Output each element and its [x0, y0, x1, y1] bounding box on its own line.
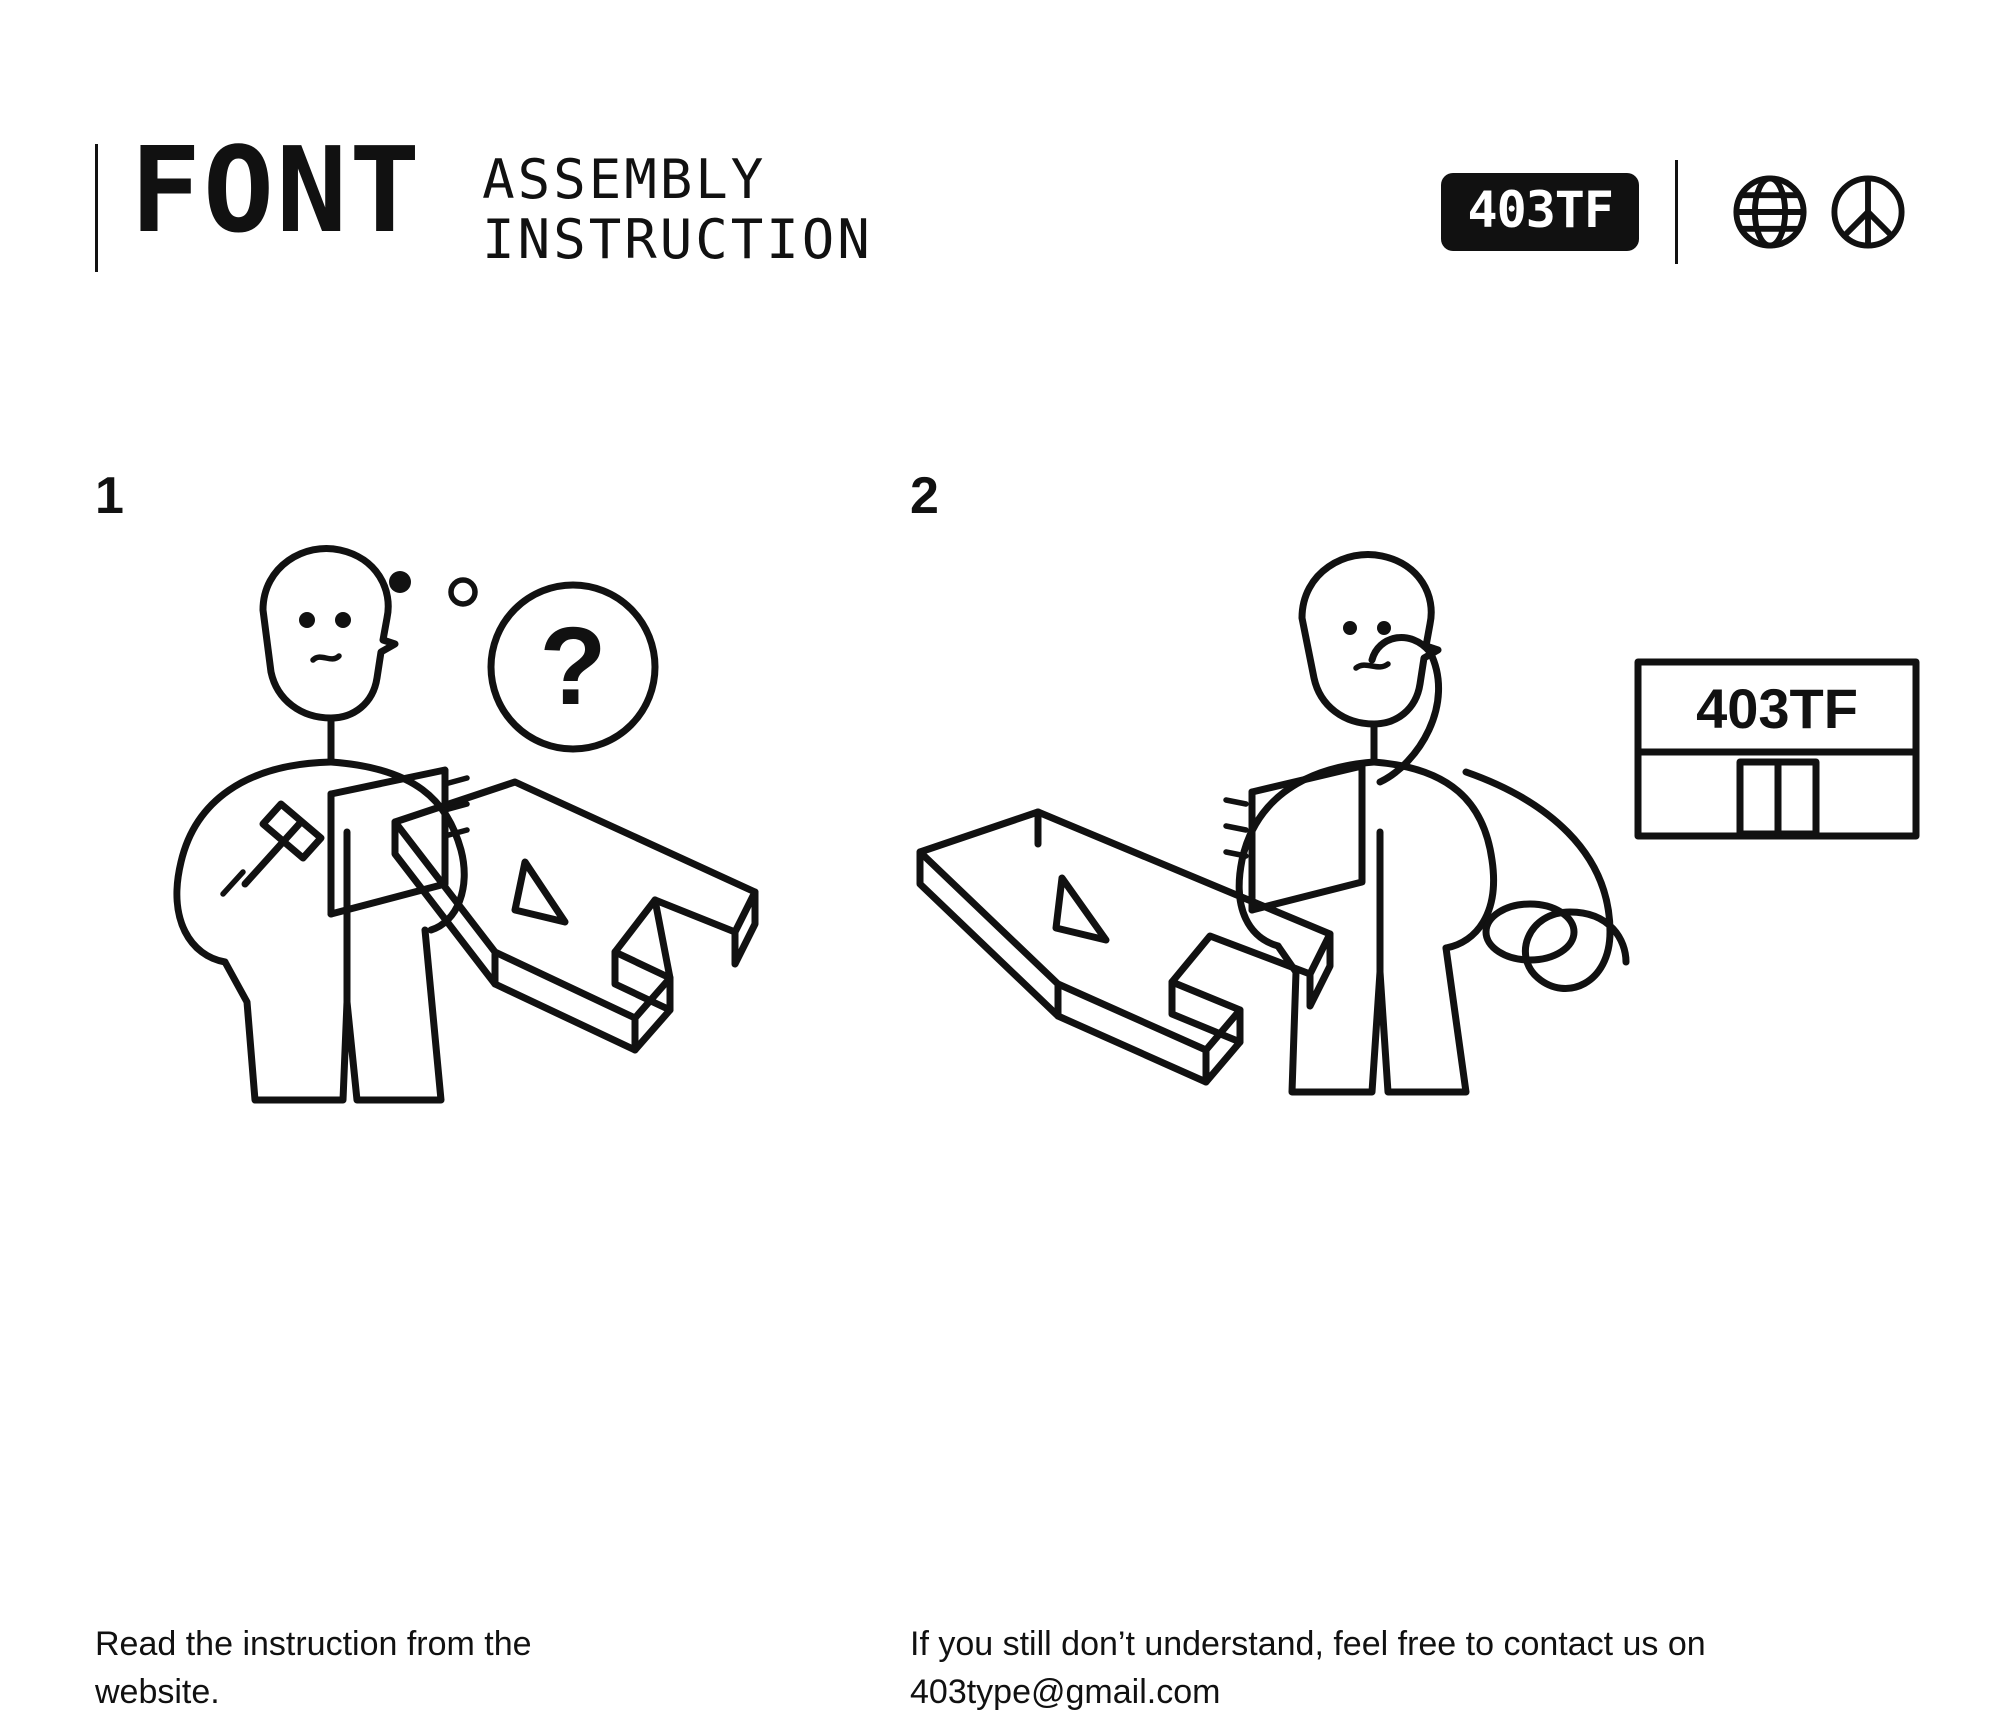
person-on-phone [1226, 554, 1626, 1092]
step-caption-2: If you still don’t understand, feel free to contact us on 403type@gmail.com [910, 1625, 1706, 1711]
step-caption-1: Read the instruction from the website. [95, 1625, 532, 1711]
step-panel-1 [95, 467, 955, 1711]
wordmark: FONT [130, 121, 423, 259]
letter-a-block-2 [920, 812, 1330, 1082]
eye-right-2 [1377, 621, 1391, 635]
eye-left-2 [1343, 621, 1357, 635]
thought-dot-small [389, 571, 411, 593]
header-subtitle [482, 140, 873, 270]
header-subtitle-line1: ASSEMBLY [482, 148, 767, 211]
sign-label: 403TF [1696, 677, 1858, 740]
eye-left [299, 612, 315, 628]
thought-dot-medium [451, 580, 475, 604]
header-subtitle-line2: INSTRUCTION [482, 208, 873, 271]
sign-403tf [1638, 662, 1916, 836]
step-number-2: 2 [910, 467, 939, 525]
step-number-1: 1 [95, 467, 124, 525]
page-header [0, 0, 2000, 330]
question-mark-glyph: ? [539, 605, 607, 728]
header-divider-rule [95, 144, 98, 272]
step-illustration-1 [95, 532, 955, 1112]
header-brand-group [1441, 160, 1910, 264]
peace-icon[interactable] [1826, 170, 1910, 254]
globe-icon[interactable] [1728, 170, 1812, 254]
step-panel-2 [910, 467, 1858, 1711]
step-illustration-2 [910, 532, 1858, 1112]
eye-right [335, 612, 351, 628]
person-reading [177, 548, 467, 1100]
header-title-group [95, 121, 873, 272]
brand-badge: 403TF [1441, 173, 1639, 251]
header-brand-divider [1675, 160, 1678, 264]
